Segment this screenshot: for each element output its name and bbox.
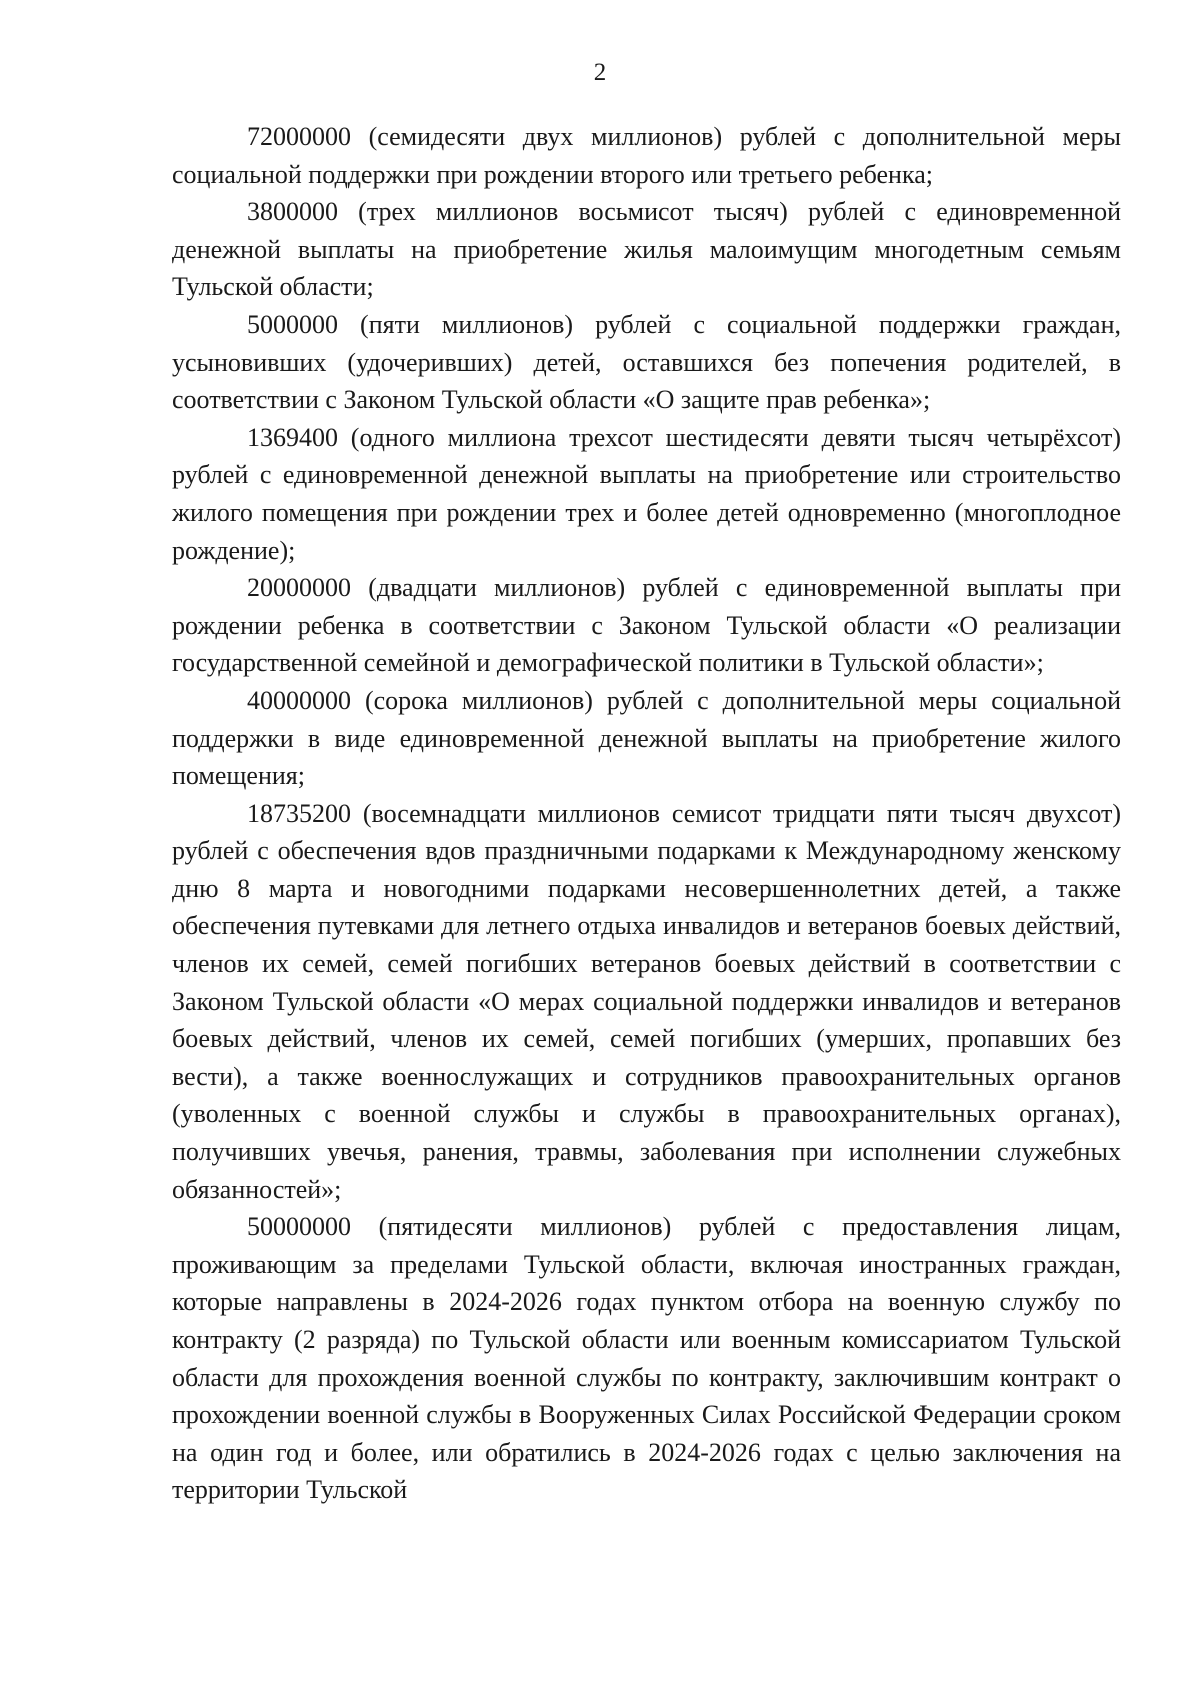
paragraph-3: 5000000 (пяти миллионов) рублей с социальной поддержки граждан, усыновивших (удочеривших) детей, оставшихся без попечения родителей, в соответствии с Законом Тульской области «О защите прав ребенка»;: [172, 309, 1121, 415]
page-number: 2: [593, 59, 607, 86]
paragraph-8: 50000000 (пятидесяти миллионов) рублей с предоставления лицам, проживающим за пределами Тульской области, включая иностранных граждан, которые направлены в 2024-2026 годах пунктом отбора на военную службу по контракту (2 разряда) по Тульской области или военным комиссариатом Тульской области для прохождения военной службы по контракту, заключившим контракт о прохождении военной службы в Вооруженных Силах Российской Федерации сроком на один год и более, или обратились в 2024-2026 годах с целью заключения на территории Тульской: [172, 1212, 1121, 1505]
paragraph-6: 40000000 (сорока миллионов) рублей с дополнительной меры социальной поддержки в виде единовременной денежной выплаты на приобретение жилого помещения;: [172, 685, 1121, 791]
paragraph-5: 20000000 (двадцати миллионов) рублей с единовременной выплаты при рождении ребенка в соответствии с Законом Тульской области «О реализации государственной семейной и демографической политики в Тульской области»;: [172, 573, 1121, 678]
paragraph-1: 72000000 (семидесяти двух миллионов) рублей с дополнительной меры социальной поддержки при рождении второго или третьего ребенка;: [172, 122, 1121, 189]
paragraph-7: 18735200 (восемнадцати миллионов семисот тридцати пяти тысяч двухсот) рублей с обеспечения вдов праздничными подарками к Международному женскому дню 8 марта и новогодними подарками несовершеннолетних детей, а также обеспечения путевками для летнего отдыха инвалидов и ветеранов боевых действий, членов их семей, семей погибших ветеранов боевых действий в соответствии с Законом Тульской области «О мерах социальной поддержки инвалидов и ветеранов боевых действий, членов их семей, семей погибших (умерших, пропавших без вести), а также военнослужащих и сотрудников правоохранительных органов (уволенных с военной службы и службы в правоохранительных органах), получивших увечья, ранения, травмы, заболевания при исполнении служебных обязанностей»;: [172, 798, 1121, 1204]
paragraph-2: 3800000 (трех миллионов восьмисот тысяч) рублей с единовременной денежной выплаты на приобретение жилья малоимущим многодетным семьям Тульской области;: [172, 197, 1121, 302]
paragraph-4: 1369400 (одного миллиона трехсот шестидесяти девяти тысяч четырёхсот) рублей с единовременной денежной выплаты на приобретение или строительство жилого помещения при рождении трех и более детей одновременно (многоплодное рождение);: [172, 422, 1121, 565]
document-body: [172, 118, 1121, 1509]
